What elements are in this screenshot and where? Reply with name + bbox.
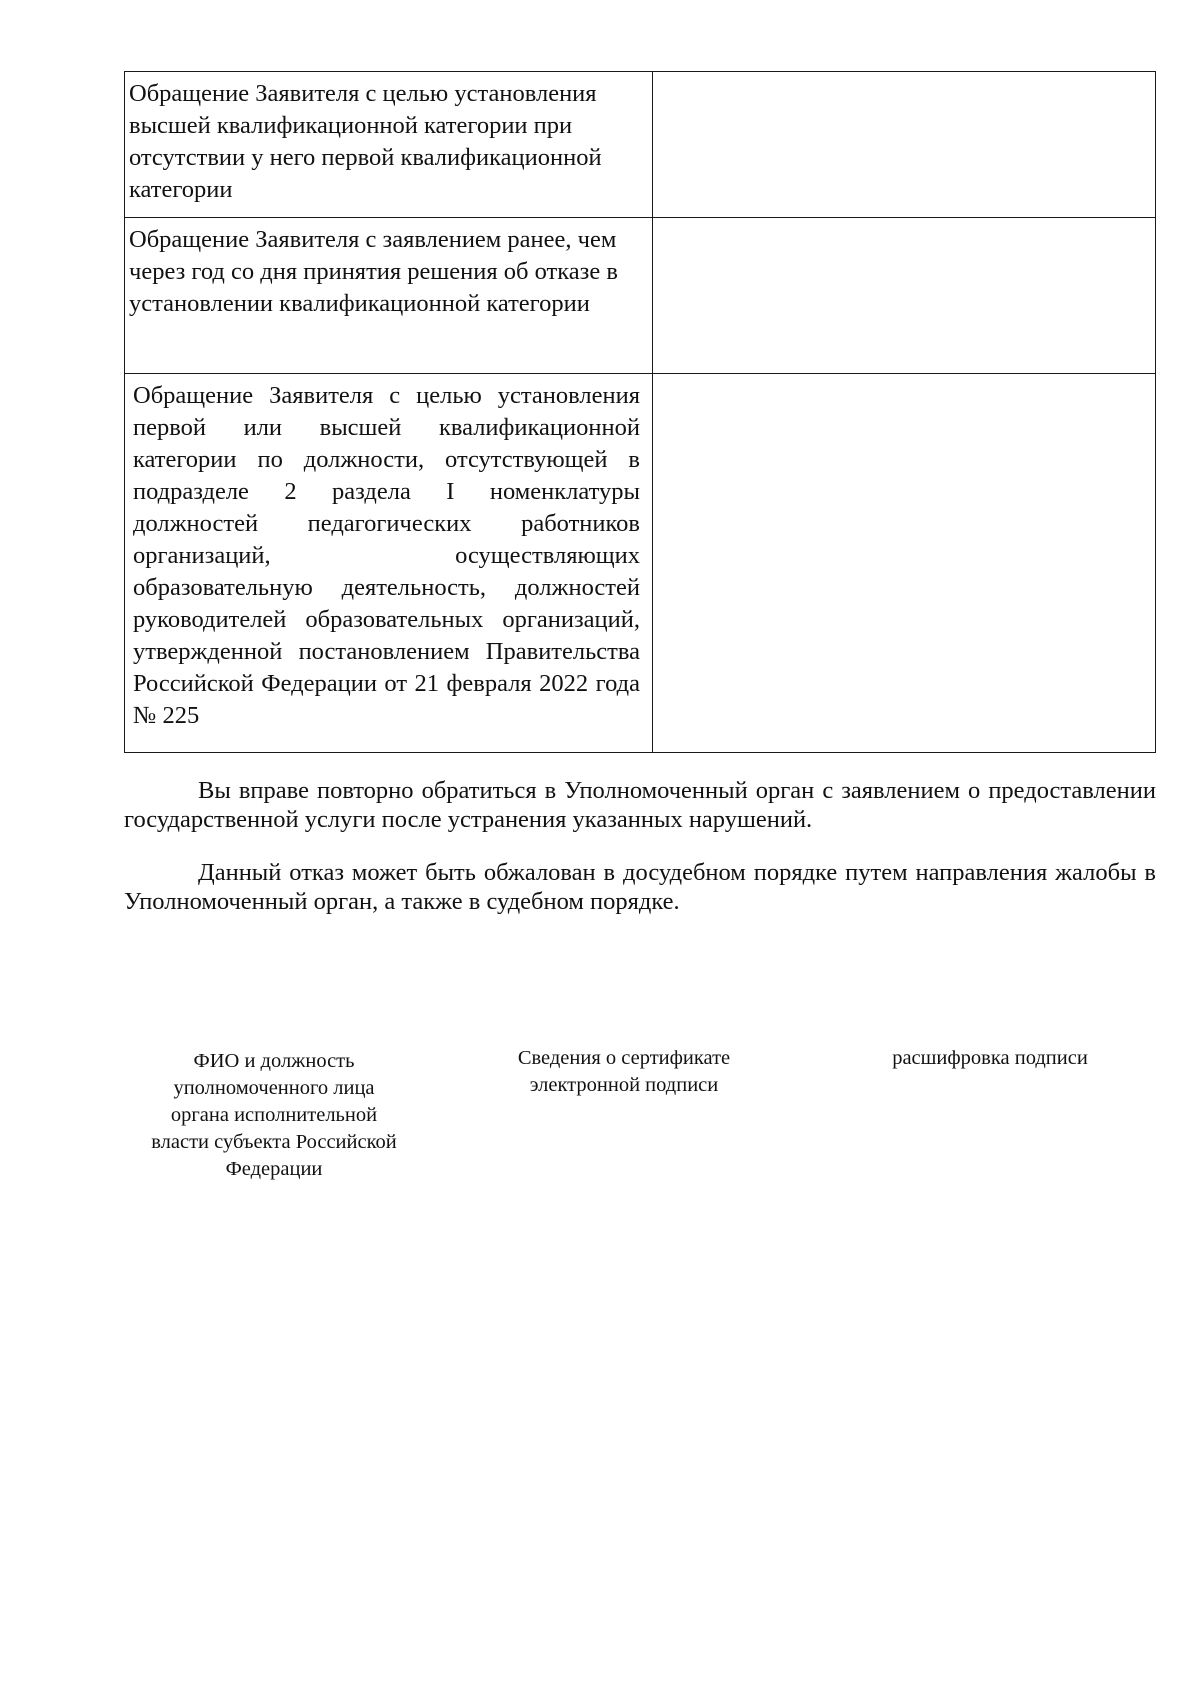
appeal-paragraph: Данный отказ может быть обжалован в досудебном порядке путем направления жалобы в Уполномоченный орган, а также в судебном порядке. [124,859,1156,915]
caption-line: уполномоченного лица [173,1077,375,1099]
caption-line: органа исполнительной [170,1104,378,1126]
official-name-position-caption [126,1048,422,1183]
table-row [125,218,1156,374]
explanation-cell [653,218,1156,374]
explanation-cell [653,374,1156,753]
caption-line: Федерации [225,1158,323,1180]
reapply-paragraph: Вы вправе повторно обратиться в Уполномоченный орган с заявлением о предоставлении государственной услуги после устранения указанных нарушений. [124,777,1156,833]
reason-cell: Обращение Заявителя с целью установления высшей квалификационной категории при отсутствии у него первой квалификационной категории [125,72,653,218]
reason-cell: Обращение Заявителя с целью установления первой или высшей квалификационной категории по должности, отсутствующей в подразделе 2 раздела I номенклатуры должностей педагогических работников организаций, осуществляющих образовательную деятельность, должностей руководителей образовательных организаций, утвержденной постановлением Правительства Российской Федерации от 21 февраля 2022 года № 225 [125,374,653,753]
certificate-info-caption [480,1045,768,1099]
caption-line: власти субъекта Российской [151,1131,397,1153]
caption-line: ФИО и должность [193,1050,355,1072]
table-row [125,374,1156,753]
reason-cell: Обращение Заявителя с заявлением ранее, чем через год со дня принятия решения об отказе в установлении квалификационной категории [125,218,653,374]
caption-line: электронной подписи [529,1074,719,1096]
caption-line: Сведения о сертификате [517,1047,731,1069]
table-row [125,72,1156,218]
explanation-cell [653,72,1156,218]
refusal-reasons-table [124,71,1156,753]
signature-decoding-caption: расшифровка подписи [892,1047,1088,1069]
